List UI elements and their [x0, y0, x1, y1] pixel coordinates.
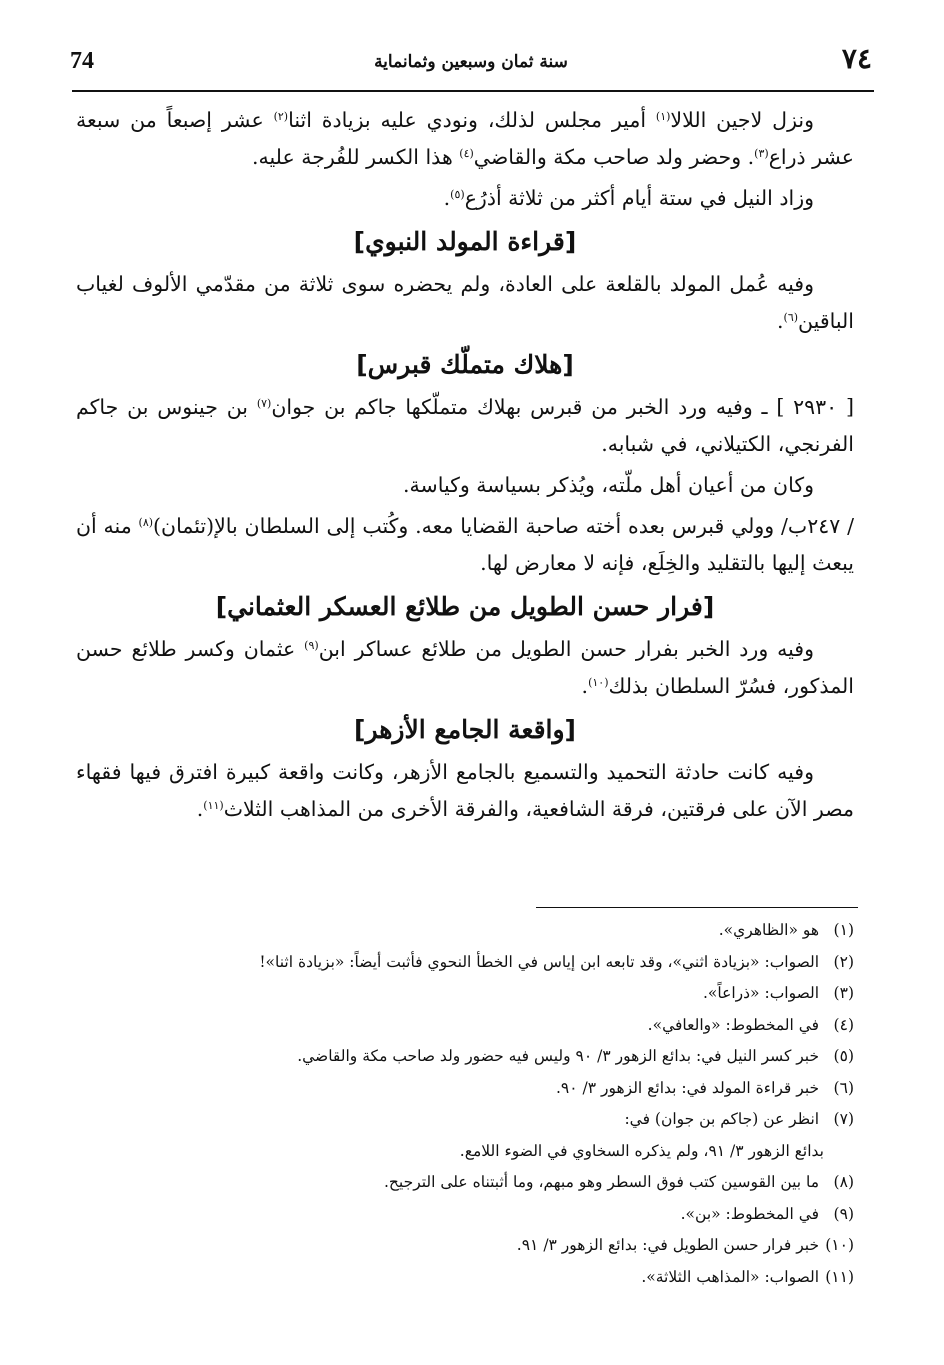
footnote-number: (٥): [833, 1047, 854, 1065]
page-number-latin: 74: [70, 48, 94, 74]
paragraph-text: وفيه ورد الخبر بفرار حسن الطويل من طلائع عساكر ابن: [318, 637, 815, 661]
footnote-marker[interactable]: (٧): [256, 397, 272, 410]
footnote-number: (٨): [833, 1173, 854, 1191]
footnote-text: خبر فرار حسن الطويل في: بدائع الزهور ٣/ ٩١.: [516, 1236, 824, 1254]
footnote-text: خبر كسر النيل في: بدائع الزهور ٣/ ٩٠ وليس فيه حضور ولد صاحب مكة والقاضي.: [297, 1047, 824, 1065]
section-heading: [قراءة المولد النبوي]: [353, 227, 577, 256]
paragraph: [76, 754, 854, 828]
paragraph-text: وفيه عُمل المولد بالقلعة على العادة، ولم يحضره سوى ثلاثة من مقدّمي الألوف لغياب الباقين: [76, 272, 854, 333]
footnote-number: (١١): [825, 1267, 854, 1286]
footnote-item: [160, 1010, 854, 1042]
paragraph: [76, 389, 854, 463]
paragraph-text: وفيه كانت حادثة التحميد والتسميع بالجامع الأزهر، وكانت واقعة كبيرة افترق فيها فقهاء مصر الآن على فرقتين، فرقة الشافعية، والفرقة الأخرى من المذاهب الثلاث: [76, 760, 854, 821]
paragraph-text: أمير مجلس لذلك، ونودي عليه بزيادة اثنا: [288, 108, 656, 132]
footnotes: [160, 915, 854, 1293]
footnote-marker[interactable]: (١٠): [588, 676, 609, 689]
paragraph-text: .: [776, 309, 784, 333]
paragraph: [76, 508, 854, 582]
footnote-marker[interactable]: (٨): [138, 516, 154, 529]
footnote-item: [160, 1167, 854, 1199]
page-number-arabic: ٧٤: [841, 42, 872, 75]
paragraph: [76, 467, 854, 504]
footnote-item: [160, 947, 854, 979]
paragraph-text: .: [581, 674, 589, 698]
section-heading: [واقعة الجامع الأزهر]: [354, 715, 576, 744]
footnote-separator: [536, 907, 858, 908]
paragraph-text: هذا الكسر للفُرجة عليه.: [251, 145, 460, 169]
footnote-marker[interactable]: (٣): [754, 147, 769, 160]
footnote-text: هو «الظاهري».: [718, 921, 824, 939]
paragraph-text: ونزل لاجين اللالا: [670, 108, 814, 132]
footnote-text: ما بين القوسين كتب فوق السطر وهو مبهم، وما أثبتناه على الترجيح.: [384, 1173, 824, 1191]
paragraph: [76, 102, 854, 176]
paragraph-text: عشر إصبعاً من سبعة عشر ذراع: [76, 108, 854, 169]
footnote-text: خبر قراءة المولد في: بدائع الزهور ٣/ ٩٠.: [555, 1078, 824, 1097]
footnote-continuation: بدائع الزهور ٣/ ٩١، ولم يذكره السخاوي في الضوء اللامع.: [459, 1141, 824, 1160]
footnote-number: (٦): [833, 1078, 854, 1097]
section-heading-text: فرار حسن الطويل من طلائع العسكر العثماني: [227, 592, 703, 621]
paragraph-text: وزاد النيل في ستة أيام أكثر من ثلاثة أذرُع: [464, 186, 814, 210]
footnote-text: الصواب: «ذراعاً».: [702, 984, 824, 1002]
header-rule: [72, 90, 874, 92]
page-header: [70, 40, 872, 88]
footnote-item: [160, 1041, 854, 1073]
section-heading-text: هلاك متملّك قبرس: [367, 350, 563, 379]
footnote-number: (٩): [833, 1204, 854, 1223]
paragraph: [76, 266, 854, 340]
section-heading-text: واقعة الجامع الأزهر: [365, 715, 565, 744]
footnote-number: (٢): [833, 952, 854, 971]
paragraph-text: وكان من أعيان أهل ملّته، ويُذكر بسياسة وكياسة.: [403, 473, 814, 497]
main-text: [76, 102, 854, 832]
paragraph-text: / ٢٤٧ب/ وولي قبرس بعده أخته صاحبة القضايا معه. وكُتب إلى السلطان بالإ(تئمان): [153, 514, 854, 538]
section-heading: [هلاك متملّك قبرس]: [356, 350, 574, 379]
section-heading: [فرار حسن الطويل من طلائع العسكر العثماني]: [215, 592, 715, 621]
footnote-item: [160, 915, 854, 947]
paragraph-text: . وحضر ولد صاحب مكة والقاضي: [473, 145, 755, 169]
footnote-number: (١٠): [825, 1236, 854, 1254]
footnote-text: في المخطوط: «والعافي».: [647, 1015, 824, 1034]
paragraph: [76, 631, 854, 705]
footnote-marker[interactable]: (١١): [203, 799, 224, 812]
footnote-text: الصواب: «المذاهب الثلاثة».: [641, 1267, 824, 1286]
paragraph-text: منه أن يبعث إليها بالتقليد والخِلَع، فإنه لا معارض لها.: [76, 514, 854, 575]
section-heading-text: قراءة المولد النبوي: [365, 227, 565, 256]
footnote-marker[interactable]: (٤): [459, 147, 474, 160]
footnote-marker[interactable]: (٦): [783, 311, 799, 324]
paragraph-text: [ ٢٩٣٠ ] ـ وفيه ورد الخبر من قبرس بهلاك متملّكها جاكم بن جوان: [271, 395, 854, 419]
footnote-number: (٣): [833, 984, 854, 1002]
paragraph-text: .: [196, 797, 204, 821]
footnote-number: (١): [833, 921, 854, 939]
footnote-marker[interactable]: (١): [655, 110, 671, 123]
footnote-text: الصواب: «بزيادة اثني»، وقد تابعه ابن إياس في الخطأ النحوي فأثبت أيضاً: «بزيادة اثنا»!: [259, 952, 824, 971]
footnote-item: [160, 1104, 854, 1136]
paragraph: [76, 180, 854, 217]
paragraph-text: .: [443, 186, 451, 210]
footnote-marker[interactable]: (٩): [304, 639, 319, 652]
paragraph-text: عثمان وكسر طلائع حسن المذكور، فسُرّ السلطان بذلك: [76, 637, 854, 698]
footnote-text: في المخطوط: «بن».: [680, 1204, 824, 1223]
footnote-item: [160, 978, 854, 1010]
paragraph-text: بن جينوس بن جاكم الفرنجي، الكتيلاني، في شبابه.: [76, 395, 854, 456]
footnote-marker[interactable]: (٢): [273, 110, 289, 123]
footnote-text: انظر عن (جاكم بن جوان) في:: [624, 1110, 824, 1128]
footnote-number: (٤): [833, 1015, 854, 1034]
footnote-item: [160, 1262, 854, 1294]
footnote-item: [160, 1230, 854, 1262]
running-title: سنة ثمان وسبعين وثمانماية: [374, 52, 568, 72]
footnote-marker[interactable]: (٥): [450, 188, 465, 201]
footnote-item: [160, 1199, 854, 1231]
footnote-number: (٧): [833, 1110, 854, 1128]
footnote-item: [160, 1073, 854, 1105]
